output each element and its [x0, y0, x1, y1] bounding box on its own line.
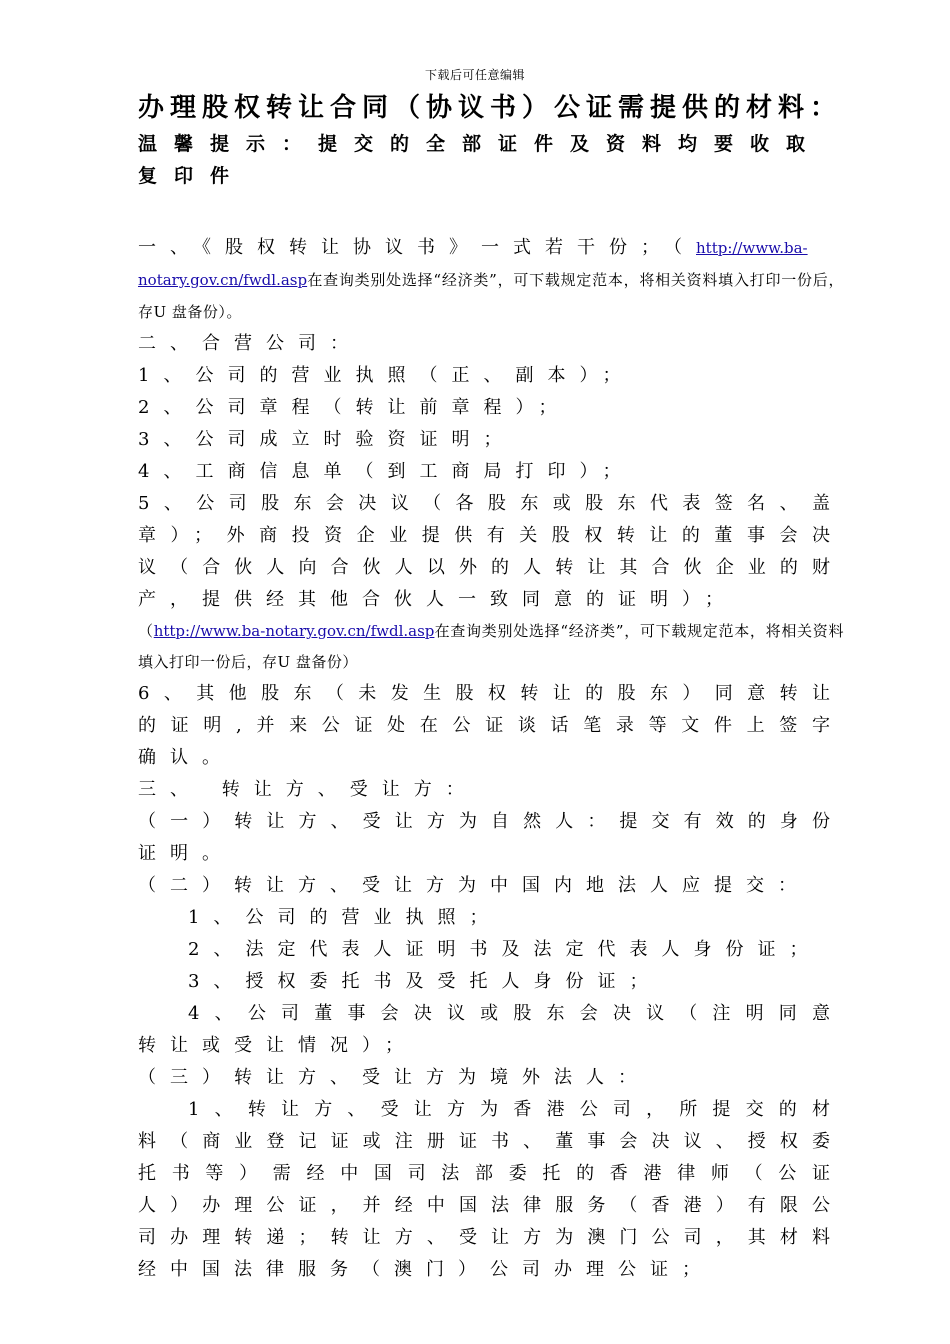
document-body — [138, 90, 844, 1286]
section1-note: 在查询类别处选择“经济类”，可下载规定范本，将相关资料填入打印一份后，存U 盘备份）。 — [138, 271, 844, 321]
section3-sub2: （二）转让方、受让方为中国内地法人应提交： — [138, 875, 810, 896]
section3-sub3: （三）转让方、受让方为境外法人： — [138, 1067, 650, 1088]
section1-paragraph — [138, 232, 844, 328]
section2-item-3: 3、公司成立时验资证明； — [138, 429, 516, 450]
spacer — [138, 192, 844, 232]
section2-item-2: 2、公司章程（转让前章程）； — [138, 397, 571, 418]
section2-item-6: 6、其他股东（未发生股权转让的股东）同意转让的证明,并来公证处在公证谈话笔录等文件上签字确认。 — [138, 683, 844, 768]
template-link-continued[interactable]: notary.gov.cn/fwdl.asp — [138, 271, 308, 289]
section3-sub2-item-2: 2、法定代表人证明书及法定代表人身份证； — [188, 939, 822, 960]
section2-item-4: 4、工商信息单（到工商局打印）； — [138, 461, 635, 482]
section1-heading: 一、《股权转让协议书》一式若干份；（ — [138, 237, 696, 258]
template-link-2[interactable]: http://www.ba-notary.gov.cn/fwdl.asp — [153, 622, 435, 640]
item5-link-prefix: （ — [138, 622, 154, 640]
section3-sub1: （一）转让方、受让方为自然人：提交有效的身份证明。 — [138, 811, 844, 864]
template-link[interactable]: http://www.ba- — [696, 239, 808, 257]
section3-sub3-item-1: 1、转让方、受让方为香港公司，所提交的材料（商业登记证或注册证书、董事会决议、授权委托书等）需经中国司法部委托的香港律师（公证人）办理公证，并经中国法律服务（香港）有限公司办理转递；转让方、受让方为澳门公司，其材料经中国法律服务（澳门）公司办理公证； — [138, 1099, 844, 1280]
section3-heading: 三、 转让方、受让方： — [138, 779, 478, 800]
section3-sub2-item-1: 1、公司的营业执照； — [188, 907, 502, 928]
section2-item5-note — [138, 616, 844, 678]
section3-sub2-item-4: 4、公司董事会决议或股东会决议（注明同意转让或受让情况）； — [138, 1003, 844, 1056]
header-note: 下载后可任意编辑 — [424, 68, 525, 82]
section2-item-5: 5、公司股东会决议（各股东或股东代表签名、盖章）；外商投资企业提供有关股权转让的董事会决议（合伙人向合伙人以外的人转让其合伙企业的财产，提供经其他合伙人一致同意的证明）； — [138, 493, 844, 610]
section2-item-1: 1、公司的营业执照（正、副本）； — [138, 365, 635, 386]
tip-text: 温馨提示：提交的全部证件及资料均要收取复印件 — [138, 133, 823, 187]
section2-heading: 二、合营公司： — [138, 333, 362, 354]
section3-sub2-item-3: 3、授权委托书及受托人身份证； — [188, 971, 662, 992]
item5-note-text: 在查询类别处选择“经济类”，可下载规定范本，将相关资料填入打印一份后，存U 盘备份） — [138, 622, 844, 671]
document-title: 办理股权转让合同（协议书）公证需提供的材料： — [138, 93, 843, 123]
